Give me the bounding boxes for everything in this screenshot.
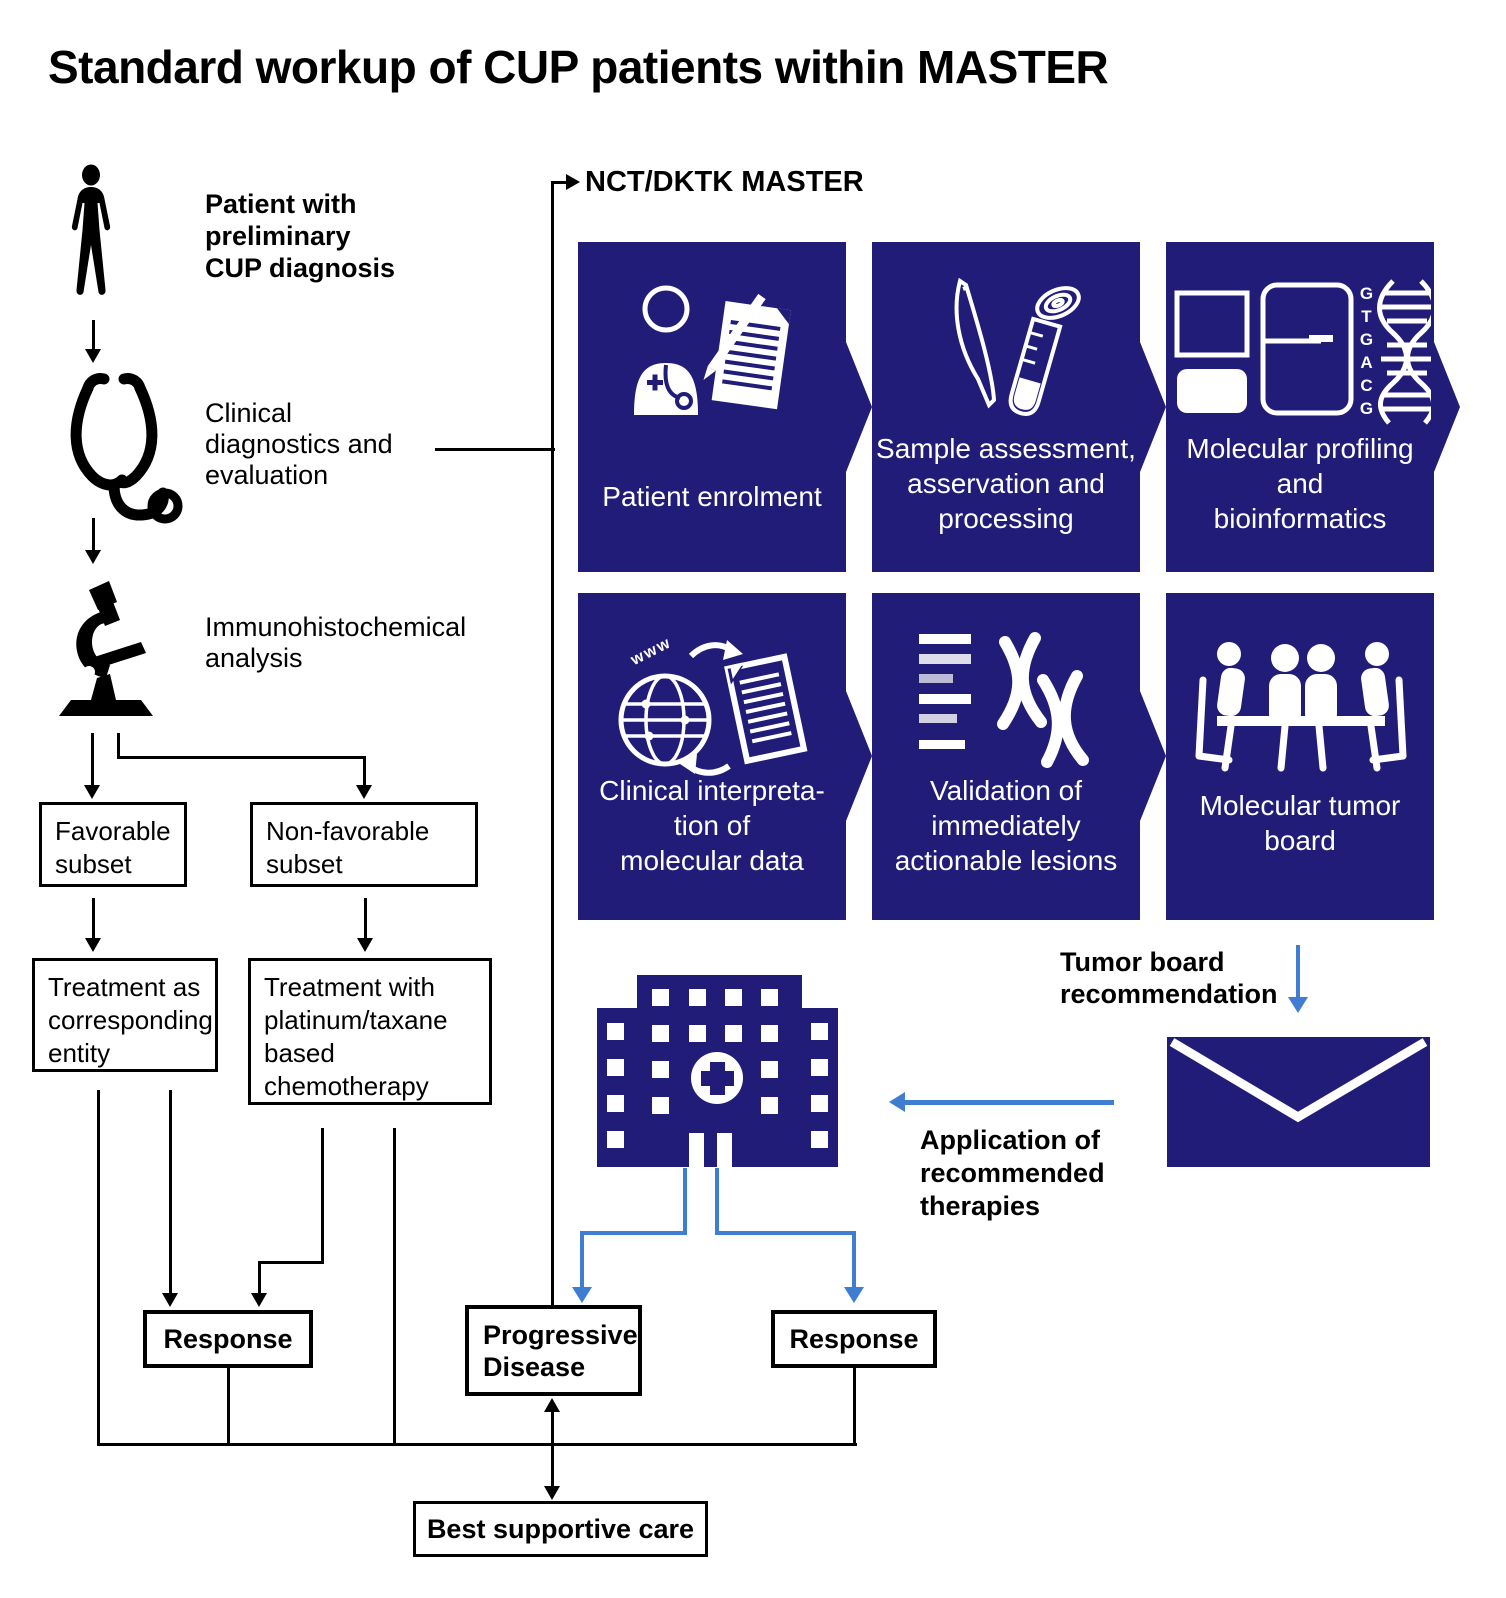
- master-box-patient-enrolment: Patient enrolment: [578, 242, 846, 572]
- tumor-board-meeting-icon: [1166, 628, 1434, 778]
- envelope-icon: [1167, 1037, 1430, 1167]
- response-left-box: Response: [143, 1310, 313, 1368]
- stethoscope-icon: [52, 372, 192, 534]
- master-box-profiling: GTGACG Molecular profiling and bioinformatics: [1166, 242, 1434, 572]
- ihc-label: Immunohistochemical analysis: [205, 612, 467, 673]
- dna-letters-label: GTGACG: [1357, 284, 1376, 422]
- master-box-interpretation: www Clinical interpreta- tion of molecular data: [578, 593, 846, 920]
- patient-label: Patient with preliminary CUP diagnosis: [205, 189, 396, 283]
- patient-icon: [62, 164, 120, 304]
- master-box-sample: Sample assessment, asservation and processing: [872, 242, 1140, 572]
- sequencer-dna-icon: [1166, 277, 1434, 427]
- treatment-entity-box: Treatment as corresponding entity: [32, 958, 218, 1072]
- tumor-board-recommendation-label: Tumor board recommendation: [1060, 947, 1278, 1009]
- clinical-diagnostics-label: Clinical diagnostics and evaluation: [205, 398, 393, 490]
- doctor-document-icon: [578, 277, 846, 429]
- master-box-tumor-board: Molecular tumor board: [1166, 593, 1434, 920]
- scalpel-tube-icon: [872, 277, 1140, 435]
- best-supportive-care-box: Best supportive care: [413, 1501, 708, 1557]
- response-right-box: Response: [771, 1310, 937, 1368]
- hospital-icon: [597, 975, 838, 1167]
- progressive-disease-box: Progressive Disease: [465, 1305, 642, 1396]
- page-title: Standard workup of CUP patients within MASTER: [48, 41, 1109, 93]
- microscope-icon: [55, 578, 157, 718]
- master-box-validation: Validation of immediately actionable lesions: [872, 593, 1140, 920]
- non-favorable-subset-box: Non-favorable subset: [250, 802, 478, 887]
- www-label: www: [628, 634, 675, 669]
- application-label: Application of recommended therapies: [920, 1125, 1105, 1221]
- treatment-platinum-box: Treatment with platinum/taxane based chemotherapy: [248, 958, 492, 1105]
- globe-report-icon: [578, 628, 846, 780]
- master-heading: NCT/DKTK MASTER: [585, 166, 864, 198]
- favorable-subset-box: Favorable subset: [39, 802, 187, 887]
- gel-chromosome-icon: [872, 628, 1140, 778]
